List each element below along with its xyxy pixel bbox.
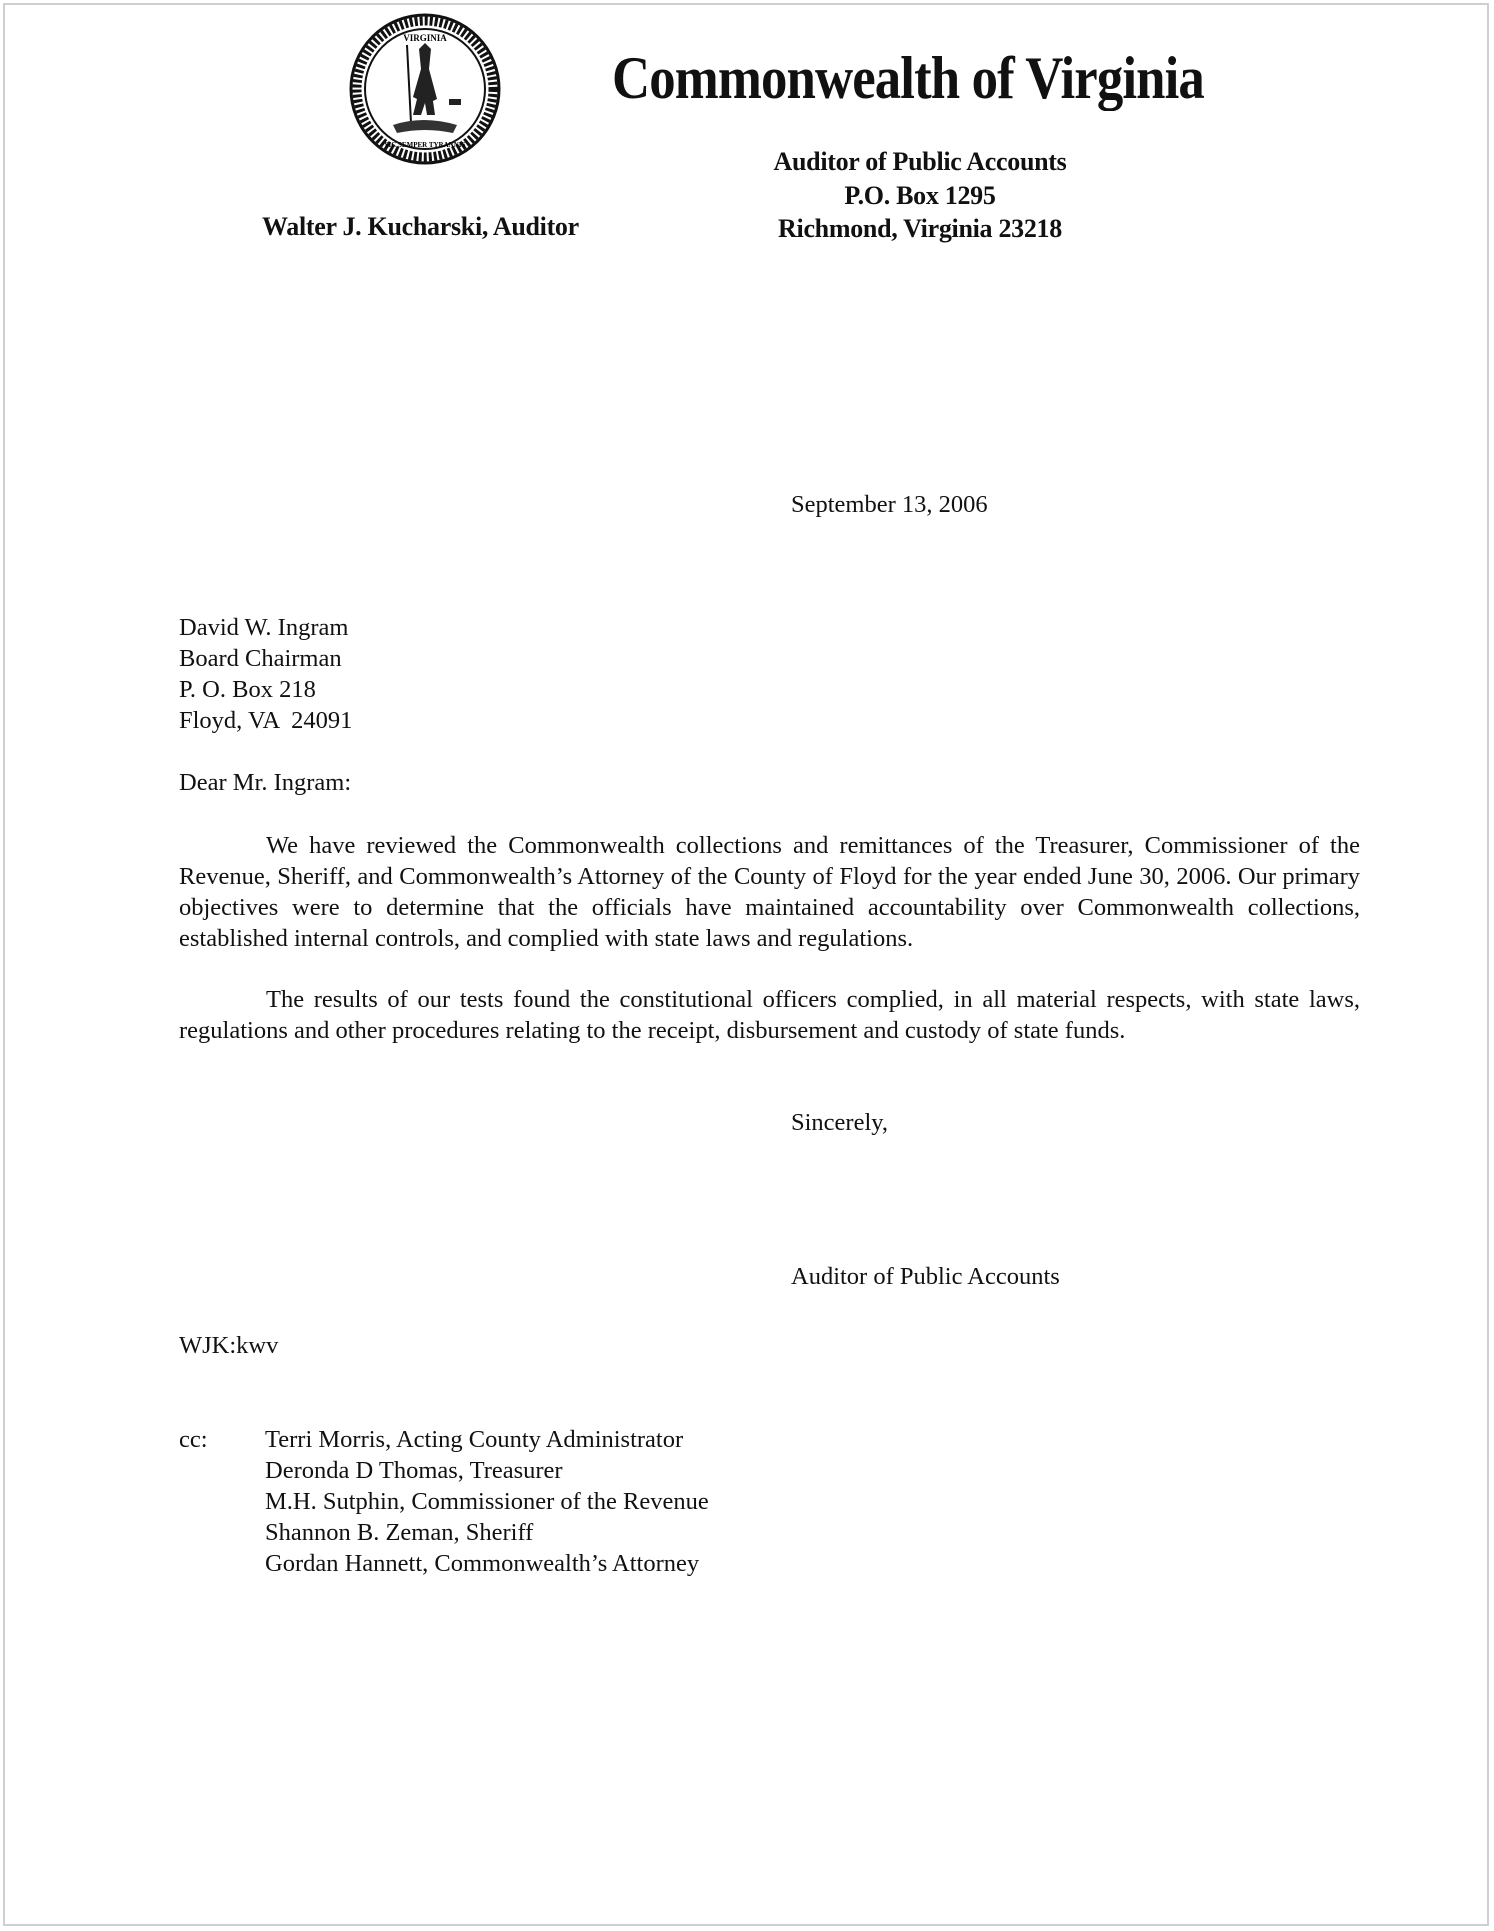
closing: Sincerely, [791,1109,889,1136]
recipient-po-box: P. O. Box 218 [179,676,316,703]
agency-city: Richmond, Virginia 23218 [778,214,1062,243]
body-paragraph-1 [179,830,1360,954]
recipient-title: Board Chairman [179,645,342,672]
cc-item: Gordan Hannett, Commonwealth’s Attorney [265,1550,700,1577]
initials: WJK:kwv [179,1332,279,1359]
letter-date: September 13, 2006 [791,491,988,518]
page-border [3,3,1489,1926]
cc-item: Shannon B. Zeman, Sheriff [265,1519,534,1546]
recipient-city: Floyd, VA 24091 [179,707,353,734]
virginia-seal-logo [349,13,501,165]
auditor-name: Walter J. Kucharski, Auditor [262,212,579,241]
agency-po-box: P.O. Box 1295 [844,180,996,210]
recipient-address [179,612,352,736]
letterhead-title: Commonwealth of Virginia [612,45,1204,111]
agency-name: Auditor of Public Accounts [773,147,1067,176]
recipient-name: David W. Ingram [179,614,349,641]
body-paragraph-2 [179,984,1360,1046]
paragraph-text: We have reviewed the Commonwealth collections and remittances of the Treasurer, Commissioner of the Revenue, Sheriff, and Commonwealth’s Attorney of the County of Floyd for the year ended June 30, 2006. Our primary objectives were to determine that the officials have maintained accountability over Commonwealth collections, established internal controls, and complied with state laws and regulations. [179,832,1360,952]
paragraph-text: The results of our tests found the constitutional officers complied, in all material respects, with state laws, regulations and other procedures relating to the receipt, disbursement and custody of state funds. [179,986,1360,1044]
cc-label: cc: [179,1426,208,1453]
cc-list [265,1424,709,1579]
svg-text:SIC SEMPER TYRANNIS: SIC SEMPER TYRANNIS [384,141,466,149]
svg-text:VIRGINIA: VIRGINIA [403,33,447,43]
agency-address [720,145,1120,246]
salutation: Dear Mr. Ingram: [179,769,352,796]
cc-item: Deronda D Thomas, Treasurer [265,1457,563,1484]
signature-title: Auditor of Public Accounts [791,1263,1060,1290]
cc-item: Terri Morris, Acting County Administrator [265,1426,684,1453]
cc-item: M.H. Sutphin, Commissioner of the Revenue [265,1488,709,1515]
